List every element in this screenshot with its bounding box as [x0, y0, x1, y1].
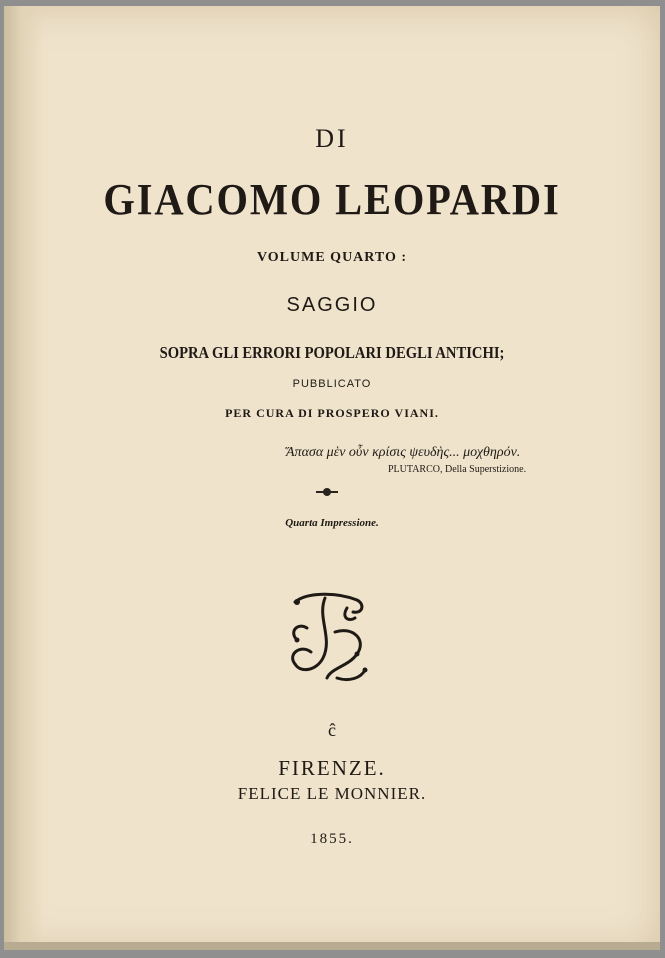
volume-label: VOLUME QUARTO :	[256, 250, 408, 265]
published-label: PUBBLICATO	[292, 378, 372, 390]
title-page	[4, 6, 660, 950]
page-bottom-edge	[4, 942, 660, 950]
imprint-city: FIRENZE.	[278, 756, 386, 780]
epigraph: Ἅπασα μὲν οὖν κρίσις ψευδὴς... μοχθηρόν.	[286, 445, 521, 460]
imprint-year: 1855.	[310, 831, 354, 847]
monogram-icon	[277, 588, 373, 686]
edition-label: Quarta Impressione.	[285, 517, 379, 529]
editor-line: PER CURA DI PROSPERO VIANI.	[225, 406, 439, 420]
epigraph-source: PLUTARCO, Della Superstizione.	[388, 464, 527, 475]
imprint-publisher: FELICE LE MONNIER.	[237, 784, 427, 803]
work-subtitle: SOPRA GLI ERRORI POPOLARI DEGLI ANTICHI;	[159, 343, 505, 362]
work-title: SAGGIO	[286, 294, 378, 316]
city-mark: ĉ	[328, 720, 336, 740]
author-name: GIACOMO LEOPARDI	[103, 175, 561, 224]
ornament-dot	[323, 488, 331, 496]
author-prefix: DI	[315, 124, 349, 153]
